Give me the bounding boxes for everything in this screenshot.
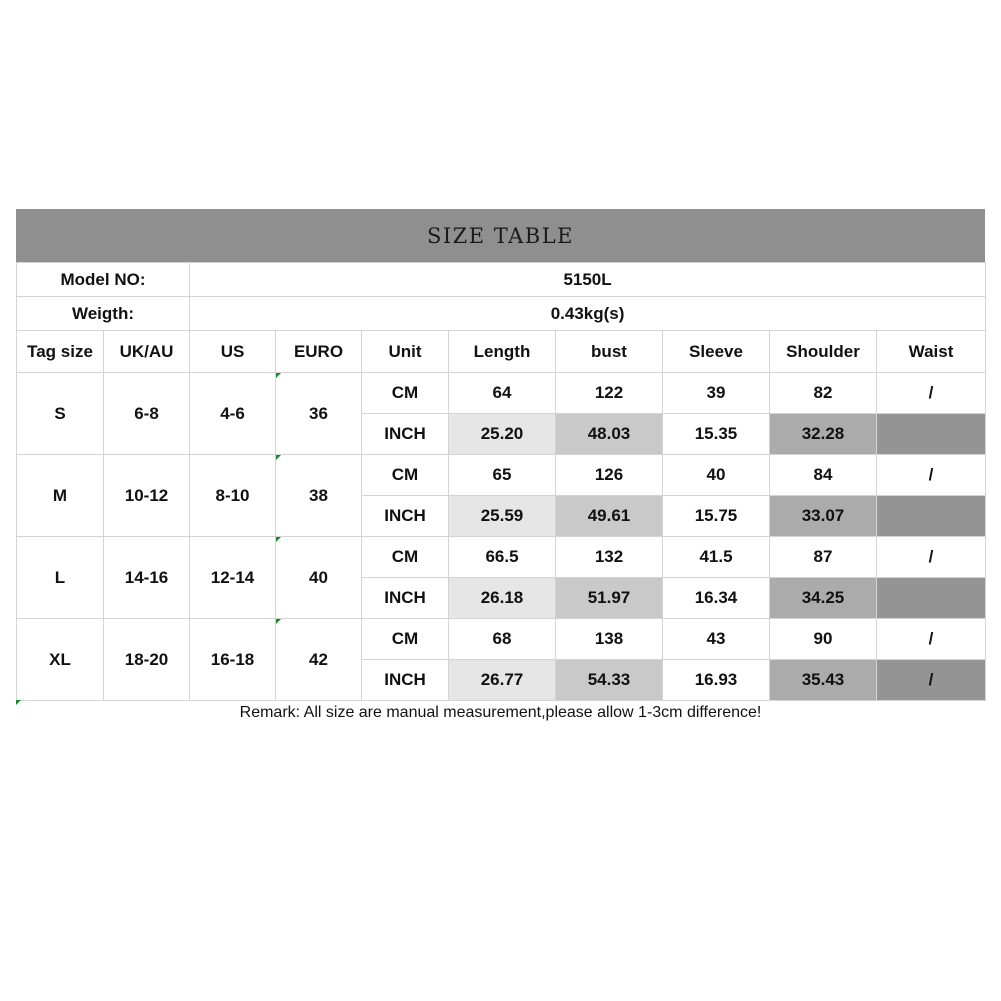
tag-size-cell: M <box>17 455 104 537</box>
euro-cell <box>276 455 362 537</box>
us-cell: 4-6 <box>190 373 276 455</box>
header-us: US <box>190 331 276 373</box>
table-row <box>17 619 986 660</box>
unit-cm: CM <box>362 619 449 660</box>
bust-inch: 49.61 <box>556 496 663 537</box>
euro-cell <box>276 373 362 455</box>
sleeve-cm: 39 <box>663 373 770 414</box>
euro-cell <box>276 619 362 701</box>
header-bust: bust <box>556 331 663 373</box>
sleeve-inch: 15.75 <box>663 496 770 537</box>
sleeve-inch: 16.34 <box>663 578 770 619</box>
waist-cm: / <box>877 619 986 660</box>
table-row <box>17 455 986 496</box>
header-euro: EURO <box>276 331 362 373</box>
shoulder-cm: 90 <box>770 619 877 660</box>
unit-inch: INCH <box>362 578 449 619</box>
sleeve-cm: 40 <box>663 455 770 496</box>
tag-size-cell: L <box>17 537 104 619</box>
table-row <box>17 373 986 414</box>
us-cell: 16-18 <box>190 619 276 701</box>
header-sleeve: Sleeve <box>663 331 770 373</box>
comment-marker-icon <box>276 537 281 542</box>
bust-cm: 138 <box>556 619 663 660</box>
uk-au-cell: 18-20 <box>104 619 190 701</box>
unit-cm: CM <box>362 455 449 496</box>
header-tag-size: Tag size <box>17 331 104 373</box>
euro-value: 36 <box>309 403 328 423</box>
comment-marker-icon <box>276 455 281 460</box>
uk-au-cell: 10-12 <box>104 455 190 537</box>
uk-au-cell: 6-8 <box>104 373 190 455</box>
weight-row <box>17 297 986 331</box>
sleeve-inch: 16.93 <box>663 660 770 701</box>
header-row <box>17 331 986 373</box>
bust-cm: 122 <box>556 373 663 414</box>
shoulder-cm: 82 <box>770 373 877 414</box>
shoulder-cm: 84 <box>770 455 877 496</box>
euro-value: 38 <box>309 485 328 505</box>
table-title: SIZE TABLE <box>16 209 985 262</box>
bust-inch: 51.97 <box>556 578 663 619</box>
waist-inch <box>877 578 986 619</box>
model-value: 5150L <box>190 263 986 297</box>
length-cm: 65 <box>449 455 556 496</box>
tag-size-cell: S <box>17 373 104 455</box>
waist-cm: / <box>877 537 986 578</box>
shoulder-inch: 32.28 <box>770 414 877 455</box>
unit-cm: CM <box>362 373 449 414</box>
header-unit: Unit <box>362 331 449 373</box>
waist-cm: / <box>877 455 986 496</box>
remark-note: Remark: All size are manual measurement,please allow 1-3cm difference! <box>239 704 762 721</box>
sleeve-cm: 43 <box>663 619 770 660</box>
unit-cm: CM <box>362 537 449 578</box>
shoulder-inch: 34.25 <box>770 578 877 619</box>
bust-cm: 132 <box>556 537 663 578</box>
length-inch: 25.20 <box>449 414 556 455</box>
length-cm: 66.5 <box>449 537 556 578</box>
size-chart <box>16 209 985 726</box>
length-inch: 26.18 <box>449 578 556 619</box>
bust-inch: 48.03 <box>556 414 663 455</box>
uk-au-cell: 14-16 <box>104 537 190 619</box>
model-row <box>17 263 986 297</box>
unit-inch: INCH <box>362 660 449 701</box>
tag-size-cell: XL <box>17 619 104 701</box>
weight-value: 0.43kg(s) <box>190 297 986 331</box>
model-label: Model NO: <box>17 263 190 297</box>
shoulder-inch: 33.07 <box>770 496 877 537</box>
header-waist: Waist <box>877 331 986 373</box>
size-table <box>16 262 986 701</box>
unit-inch: INCH <box>362 414 449 455</box>
euro-value: 42 <box>309 649 328 669</box>
shoulder-cm: 87 <box>770 537 877 578</box>
unit-inch: INCH <box>362 496 449 537</box>
waist-inch <box>877 496 986 537</box>
length-cm: 64 <box>449 373 556 414</box>
waist-inch: / <box>877 660 986 701</box>
bust-cm: 126 <box>556 455 663 496</box>
header-uk-au: UK/AU <box>104 331 190 373</box>
sleeve-inch: 15.35 <box>663 414 770 455</box>
table-row <box>17 537 986 578</box>
comment-marker-icon <box>276 373 281 378</box>
length-inch: 26.77 <box>449 660 556 701</box>
us-cell: 12-14 <box>190 537 276 619</box>
sleeve-cm: 41.5 <box>663 537 770 578</box>
waist-cm: / <box>877 373 986 414</box>
length-inch: 25.59 <box>449 496 556 537</box>
us-cell: 8-10 <box>190 455 276 537</box>
euro-cell <box>276 537 362 619</box>
bust-inch: 54.33 <box>556 660 663 701</box>
length-cm: 68 <box>449 619 556 660</box>
weight-label: Weigth: <box>17 297 190 331</box>
comment-marker-icon <box>276 619 281 624</box>
header-length: Length <box>449 331 556 373</box>
header-shoulder: Shoulder <box>770 331 877 373</box>
euro-value: 40 <box>309 567 328 587</box>
shoulder-inch: 35.43 <box>770 660 877 701</box>
waist-inch <box>877 414 986 455</box>
